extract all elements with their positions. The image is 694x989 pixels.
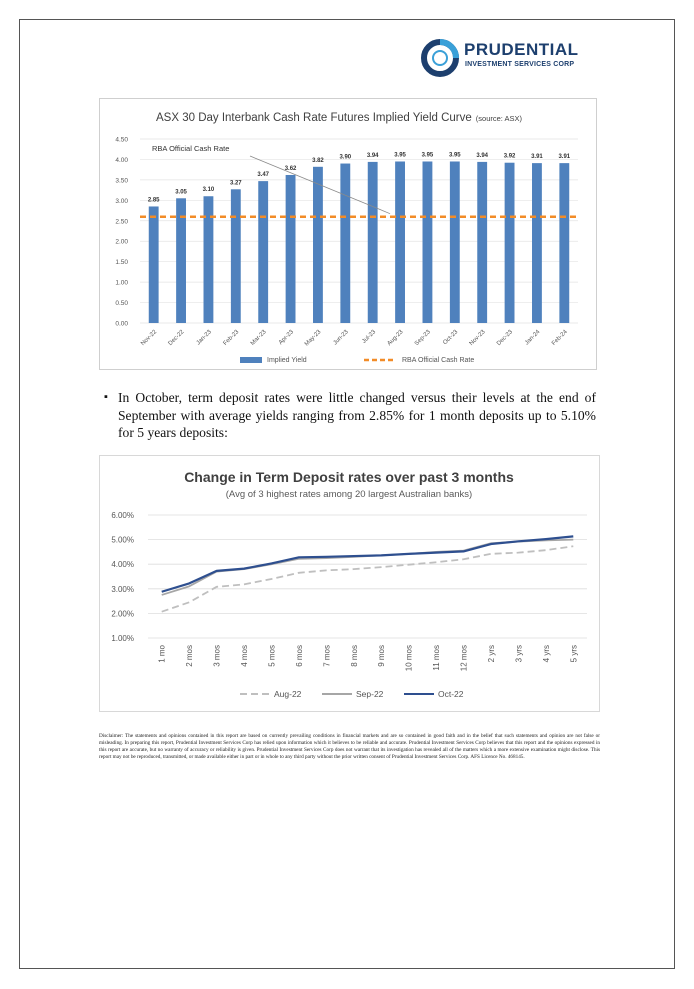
chart1-x-tick: Feb-24 bbox=[551, 329, 569, 347]
chart2-x-tick: 6 mos bbox=[294, 645, 304, 667]
chart2-y-tick: 6.00% bbox=[111, 511, 134, 520]
chart1-y-tick: 4.00 bbox=[115, 156, 128, 164]
chart1-bar bbox=[477, 162, 487, 323]
chart1-x-tick: Nov-23 bbox=[468, 329, 487, 348]
chart2-x-tick: 2 mos bbox=[185, 645, 195, 667]
term-deposit-chart-svg bbox=[100, 456, 599, 711]
chart1-y-tick: 2.00 bbox=[115, 238, 128, 246]
chart2-y-tick: 2.00% bbox=[111, 609, 134, 619]
chart2-x-tick: 8 mos bbox=[349, 645, 359, 667]
chart1-data-label: 3.91 bbox=[558, 154, 571, 161]
chart1-bar bbox=[368, 162, 378, 323]
chart1-bar bbox=[286, 175, 296, 323]
paragraph-text: In October, term deposit rates were little changed versus their levels at the end of September with average yields ranging from 2.85% for 1 month deposits up to 5.10% for 5 years deposits: bbox=[118, 390, 596, 440]
chart1-y-tick: 3.50 bbox=[115, 177, 128, 185]
chart1-y-tick: 0.00 bbox=[115, 320, 128, 328]
chart1-bar bbox=[505, 163, 515, 323]
chart1-data-label: 3.05 bbox=[175, 189, 187, 196]
implied-yield-chart-svg bbox=[100, 99, 596, 369]
chart1-title-source: (source: ASX) bbox=[475, 114, 523, 123]
chart1-x-tick: Dec-23 bbox=[496, 329, 514, 348]
bullet-point: ▪ bbox=[104, 391, 108, 403]
chart1-data-label: 3.94 bbox=[476, 152, 489, 159]
chart1-data-label: 3.90 bbox=[339, 154, 352, 161]
chart1-x-tick: Jan-24 bbox=[524, 329, 542, 347]
logo-mark-icon bbox=[420, 38, 460, 78]
chart1-bar bbox=[559, 163, 569, 323]
chart1-y-tick: 4.50 bbox=[115, 136, 128, 144]
chart2-x-tick: 3 mos bbox=[212, 645, 222, 667]
chart1-x-tick: Nov-22 bbox=[140, 329, 159, 348]
chart2-x-tick: 10 mos bbox=[404, 645, 414, 672]
chart1-x-tick: Aug-23 bbox=[386, 329, 405, 348]
chart2-legend-label-aug-22: Aug-22 bbox=[274, 689, 302, 699]
chart1-x-tick: Jan-23 bbox=[195, 329, 213, 347]
chart2-y-tick: 5.00% bbox=[111, 535, 134, 545]
chart2-x-tick: 11 mos bbox=[432, 645, 442, 671]
chart1-bar bbox=[423, 161, 433, 323]
chart1-data-label: 3.82 bbox=[312, 157, 324, 164]
chart2-x-tick: 12 mos bbox=[459, 645, 469, 672]
chart1-bar bbox=[395, 161, 405, 323]
logo-tagline: INVESTMENT SERVICES CORP bbox=[465, 61, 575, 68]
chart1-bar bbox=[149, 206, 159, 323]
chart2-legend-label-oct-22: Oct-22 bbox=[438, 689, 464, 699]
chart2-legend-label-sep-22: Sep-22 bbox=[356, 689, 384, 699]
chart1-x-tick: Dec-22 bbox=[167, 329, 186, 348]
chart1-legend-label-implied: Implied Yield bbox=[267, 357, 307, 364]
chart2-title: Change in Term Deposit rates over past 3 months bbox=[184, 469, 514, 485]
term-deposit-chart bbox=[99, 455, 600, 712]
chart1-data-label: 3.62 bbox=[284, 165, 297, 172]
chart2-x-tick: 4 yrs bbox=[541, 645, 551, 663]
chart1-y-tick: 2.50 bbox=[115, 218, 128, 226]
chart2-x-tick: 5 mos bbox=[267, 645, 277, 667]
chart2-y-tick: 1.00% bbox=[111, 634, 134, 643]
chart1-data-label: 3.91 bbox=[531, 154, 543, 161]
chart1-data-label: 3.10 bbox=[202, 187, 215, 194]
chart1-data-label: 3.95 bbox=[421, 152, 434, 159]
chart1-x-tick: Jun-23 bbox=[332, 329, 350, 347]
chart1-data-label: 3.95 bbox=[394, 152, 406, 159]
chart1-bar bbox=[532, 163, 542, 323]
company-logo bbox=[420, 38, 620, 78]
implied-yield-chart bbox=[99, 98, 597, 370]
chart1-data-label: 3.94 bbox=[366, 152, 379, 159]
chart1-data-label: 3.47 bbox=[257, 172, 270, 179]
chart2-x-tick: 9 mos bbox=[377, 645, 387, 667]
term-deposit-paragraph bbox=[104, 389, 596, 442]
chart1-title: ASX 30 Day Interbank Cash Rate Futures Implied Yield Curve (source: ASX) bbox=[156, 112, 523, 124]
chart1-x-tick: Oct-23 bbox=[442, 329, 460, 347]
disclaimer-text: Disclaimer: The statements and opinions contained in this report are based on currently prevailing conditions in financial markets and are so contained in good faith and in the belief that such statements and opinion are not false or misleading. In preparing this report, Prudential Investment Services Corp has relied upon information which it believes to be reliable and accurate. Prudential Investment Services Corp believes that this report and the opinions expressed in this report are accurate, but no warranty of accuracy or reliability is given. Prudential Investment Services Corp does not warrant that its investigation has revealed all of the matters which a more extensive examination might disclose. This report may not be reproduced, transmitted, or made available either in part or in whole to any third party without the prior written consent of Prudential Investment Services Corp. AFS Licence No. 468145. bbox=[99, 733, 600, 760]
chart1-data-label: 3.92 bbox=[503, 153, 516, 160]
chart1-data-label: 2.85 bbox=[147, 197, 160, 204]
chart2-x-tick: 2 yrs bbox=[486, 645, 496, 663]
chart1-y-tick: 1.00 bbox=[115, 279, 128, 287]
chart2-x-tick: 4 mos bbox=[240, 645, 250, 667]
chart1-bar bbox=[231, 189, 241, 323]
chart1-x-tick: Apr-23 bbox=[277, 329, 295, 347]
chart1-bar bbox=[258, 181, 268, 323]
chart2-x-tick: 3 yrs bbox=[514, 645, 524, 663]
chart1-bar bbox=[340, 164, 350, 323]
chart2-x-tick: 5 yrs bbox=[569, 645, 579, 663]
chart2-y-tick: 3.00% bbox=[111, 584, 134, 594]
chart2-y-tick: 4.00% bbox=[111, 560, 134, 570]
chart1-legend-swatch-implied bbox=[240, 357, 262, 363]
chart1-data-label: 3.95 bbox=[448, 152, 461, 159]
chart1-x-tick: Jul-23 bbox=[361, 329, 378, 345]
chart2-x-tick: 1 mo bbox=[157, 645, 167, 663]
chart1-y-tick: 1.50 bbox=[115, 259, 128, 267]
chart1-bar bbox=[313, 167, 323, 323]
chart2-x-tick: 7 mos bbox=[322, 645, 332, 667]
chart2-subtitle: (Avg of 3 highest rates among 20 largest Australian banks) bbox=[225, 489, 473, 500]
chart1-bar bbox=[450, 161, 460, 323]
chart1-x-tick: Sep-23 bbox=[413, 329, 432, 348]
chart1-bar bbox=[204, 196, 214, 323]
chart1-legend-label-rba: RBA Official Cash Rate bbox=[402, 357, 475, 364]
chart1-x-tick: May-23 bbox=[303, 329, 323, 348]
chart1-x-tick: Mar-23 bbox=[249, 329, 268, 347]
chart1-x-tick: Feb-23 bbox=[222, 329, 241, 347]
chart1-annotation: RBA Official Cash Rate bbox=[152, 144, 230, 153]
logo-name: PRUDENTIAL bbox=[464, 40, 579, 59]
chart1-y-tick: 3.00 bbox=[115, 197, 128, 205]
chart1-y-tick: 0.50 bbox=[115, 300, 128, 308]
chart1-data-label: 3.27 bbox=[229, 180, 242, 187]
